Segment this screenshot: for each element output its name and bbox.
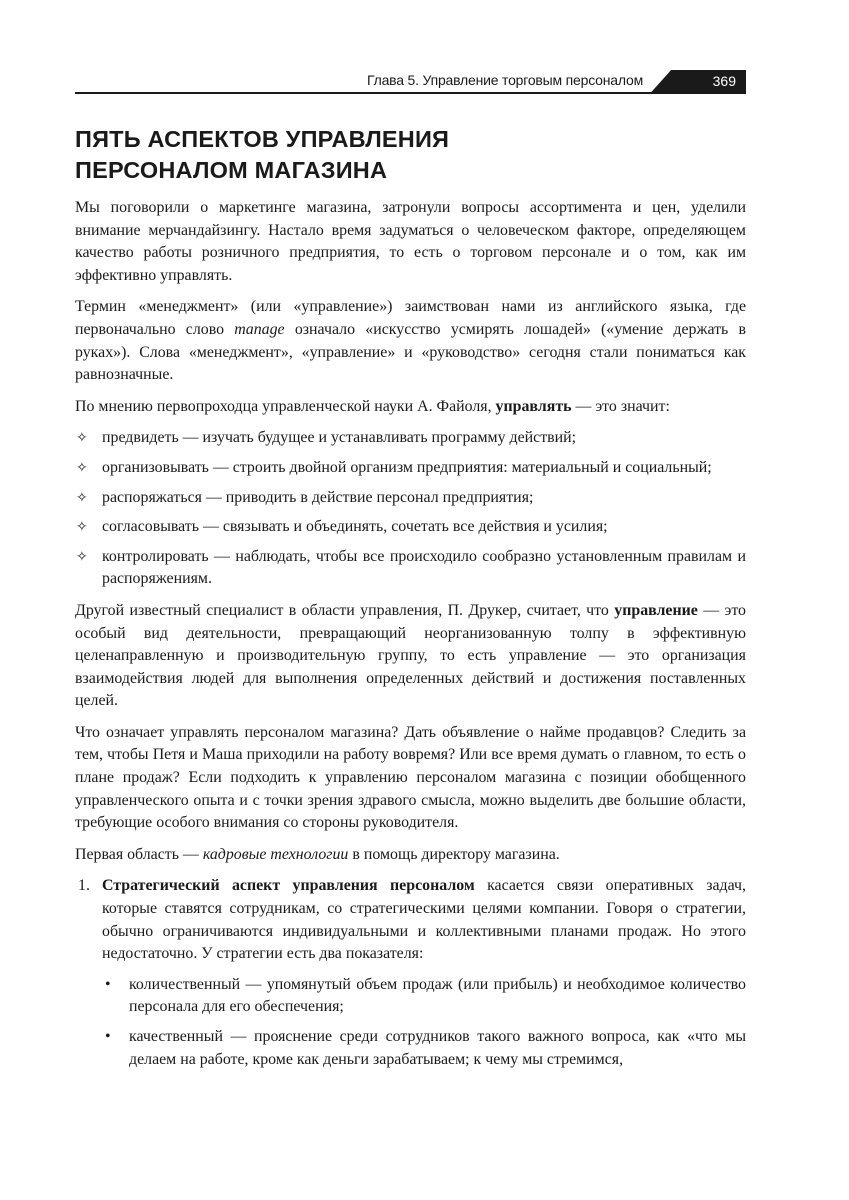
- section-title: [75, 124, 746, 186]
- header-rule: [75, 92, 746, 94]
- term-upravlenie: управление: [614, 601, 698, 619]
- term-manage: manage: [234, 320, 285, 338]
- bullet-icon: •: [105, 975, 111, 993]
- paragraph-questions: Что означает управлять персоналом магазина? Дать объявление о найме продавцов? Следить за тем, чтобы Петя и Маша приходили на работу вовремя? Или все время думать о главном, то есть о плане продаж? Если подходить к управлению персоналом магазина с позиции обобщенного управленческого опыта и с точки зрения здравого смысла, можно выделить две большие области, требующие особого внимания со стороны руководителя.: [75, 723, 746, 832]
- page-number: 369: [712, 73, 736, 89]
- aspect-item-strategic: 1. Стратегический аспект управления персоналом касается связи оперативных задач, которые ставятся сотрудникам, со стратегическими целями компании. Говоря о стратегии, обычно ограничиваются индивидуальными и коллективными планами продаж. Но этого недостаточно. У стратегии есть два показателя: • количественный — упомянутый объем продаж (или прибыль) и необходимое количество персонала для его обеспечения; • качественный — прояснение среди сотрудников такого важного вопроса, как «что мы делаем на работе, кроме как деньги зарабатываем; к чему мы стремимся,: [75, 875, 746, 1071]
- aspect-title: Стратегический аспект управления персоналом: [102, 877, 475, 895]
- list-item: • количественный — упомянутый объем продаж (или прибыль) и необходимое количество персонала для его обеспечения;: [105, 975, 746, 1016]
- paragraph-first-area: Первая область — кадровые технологии в помощь директору магазина.: [75, 845, 560, 863]
- section-title-line-2: ПЕРСОНАЛОМ МАГАЗИНА: [75, 157, 388, 183]
- list-item: ✧ предвидеть — изучать будущее и устанавливать программу действий;: [75, 427, 746, 450]
- list-item: ✧ организовывать — строить двойной организм предприятия: материальный и социальный;: [75, 457, 746, 480]
- strategy-indicators-list: [102, 974, 746, 1071]
- running-header: [75, 70, 746, 94]
- bullet-icon: •: [105, 1028, 111, 1045]
- list-item: • качественный — прояснение среди сотрудников такого важного вопроса, как «что мы делаем на работе, кроме как деньги зарабатываем; к чему мы стремимся,: [105, 1028, 746, 1068]
- fayol-functions-list: [75, 427, 746, 591]
- body-text: [75, 197, 746, 1078]
- aspects-list: [75, 875, 746, 1071]
- paragraph-intro: Мы поговорили о маркетинге магазина, затронули вопросы ассортимента и цен, уделили внимание мерчандайзингу. Настало время задуматься о человеческом факторе, определяющем качество работы розничного предприятия, то есть о торговом персонале и о том, как им эффективно управлять.: [75, 199, 746, 284]
- list-item: ✧ контролировать — наблюдать, чтобы все происходило сообразно установленным правилам и распоряжениям.: [76, 547, 746, 588]
- diamond-bullet-icon: ✧: [76, 489, 88, 506]
- diamond-bullet-icon: ✧: [76, 548, 88, 565]
- term-upravlyat: управлять: [495, 397, 572, 415]
- paragraph-drucker: Другой известный специалист в области управления, П. Друкер, считает, что управление — это особый вид деятельности, превращающий неорганизованную толпу в эффективную целенаправленную и производительную группу, то есть управление — это организация взаимодействия людей для выполнения определенных действий и достижения поставленных целей.: [75, 601, 746, 710]
- list-item: ✧ согласовывать — связывать и объединять, сочетать все действия и усилия;: [75, 516, 746, 539]
- paragraph-term-management: Термин «менеджмент» (или «управление») заимствован нами из английского языка, где первоначально слово manage означало «искусство усмирять лошадей» («умение держать в руках»). Слова «менеджмент», «управление» и «руководство» сегодня стали пониматься как равнозначные.: [75, 298, 746, 384]
- list-item: ✧ распоряжаться — приводить в действие персонал предприятия;: [75, 487, 746, 510]
- paragraph-fayol: По мнению первопроходца управленческой науки А. Файоля, управлять — это значит:: [75, 397, 670, 415]
- chapter-title: Глава 5. Управление торговым персоналом: [367, 72, 643, 88]
- term-hr-technologies: кадровые технологии: [202, 845, 349, 863]
- diamond-bullet-icon: ✧: [76, 459, 88, 476]
- diamond-bullet-icon: ✧: [76, 430, 88, 447]
- item-number: 1.: [78, 877, 90, 895]
- diamond-bullet-icon: ✧: [76, 519, 88, 536]
- section-title-line-1: ПЯТЬ АСПЕКТОВ УПРАВЛЕНИЯ: [75, 126, 450, 152]
